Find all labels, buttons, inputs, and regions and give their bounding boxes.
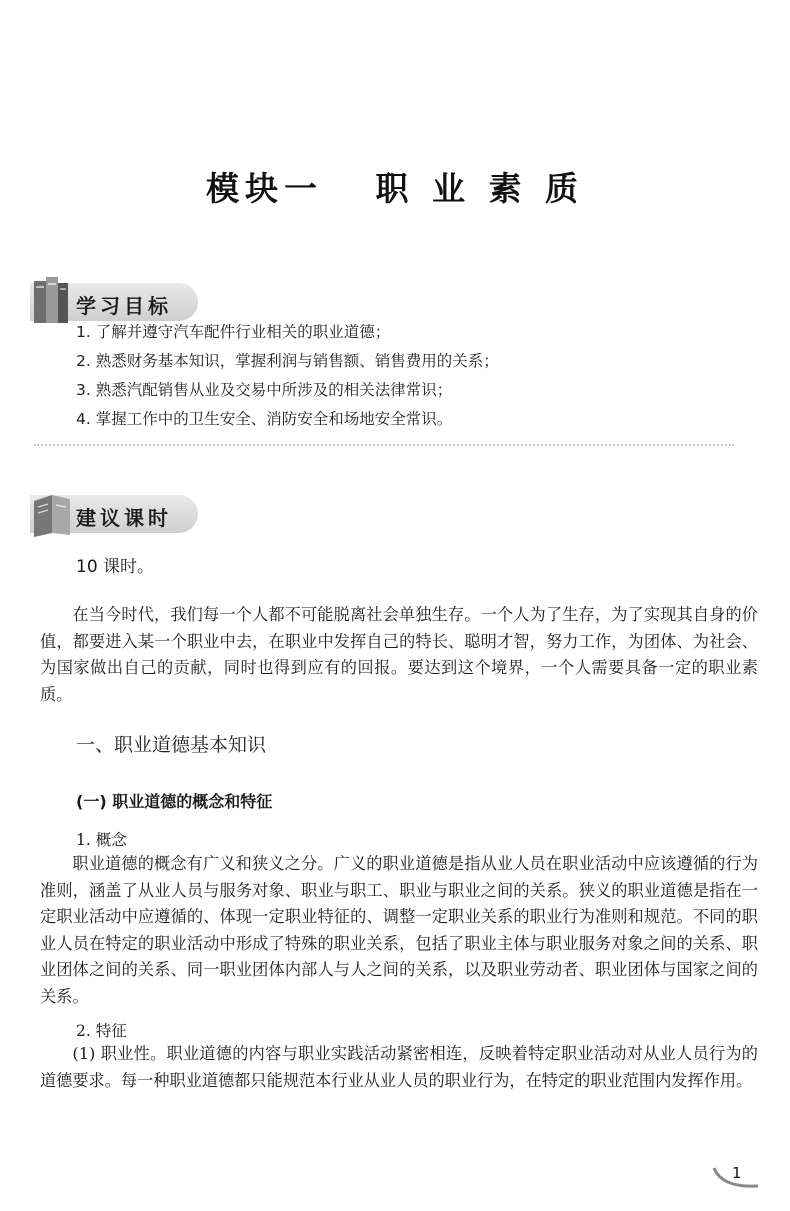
suggested-hours-value: 10 课时。: [76, 557, 155, 577]
list-item: 4. 掌握工作中的卫生安全、消防安全和场地安全常识。: [76, 410, 453, 428]
section-heading: 一、职业道德基本知识: [76, 734, 267, 756]
learning-goals-label: 学习目标: [76, 294, 172, 318]
open-book-icon: [30, 487, 74, 539]
suggested-hours-label: 建议课时: [76, 506, 172, 530]
features-paragraph: (1) 职业性。职业道德的内容与职业实践活动紧密相连，反映着特定职业活动对从业人员行为的道德要求。每一种职业道德都只能规范本行业从业人员的职业行为，在特定的职业范围内发挥作用。: [40, 1044, 758, 1090]
concept-label: 1. 概念: [76, 831, 127, 849]
list-item: 3. 熟悉汽配销售从业及交易中所涉及的相关法律常识；: [76, 381, 453, 399]
list-item: 1. 了解并遵守汽车配件行业相关的职业道德；: [76, 323, 391, 341]
suggested-hours-banner: [0, 495, 220, 533]
intro-paragraph: 在当今时代，我们每一个人都不可能脱离社会单独生存。一个人为了生存，为了实现其自身的价值，都要进入某一个职业中去，在职业中发挥自己的特长、聪明才智，努力工作，为团体、为社会、为国家做出自己的贡献，同时也得到应有的回报。要达到这个境界，一个人需要具备一定的职业素质。: [40, 605, 758, 704]
concept-paragraph: 职业道德的概念有广义和狭义之分。广义的职业道德是指从业人员在职业活动中应该遵循的行为准则，涵盖了从业人员与服务对象、职业与职工、职业与职业之间的关系。狭义的职业道德是指在一定职业活动中应遵循的、体现一定职业特征的、调整一定职业关系的职业行为准则和规范。不同的职业人员在特定的职业活动中形成了特殊的职业关系，包括了职业主体与职业服务对象之间的关系、职业团体之间的关系、同一职业团体内部人与人之间的关系，以及职业劳动者、职业团体与国家之间的关系。: [40, 854, 758, 1006]
learning-goals-banner: [0, 283, 220, 321]
page-number: 1: [732, 1164, 742, 1182]
list-item: 2. 熟悉财务基本知识，掌握利润与销售额、销售费用的关系；: [76, 352, 499, 370]
page-title: 模块一 职 业 素 质: [206, 169, 584, 208]
subsection-heading: (一) 职业道德的概念和特征: [76, 792, 273, 811]
learning-goals-list: [34, 320, 734, 446]
page-number-badge: [712, 1162, 762, 1192]
features-label: 2. 特征: [76, 1022, 127, 1040]
